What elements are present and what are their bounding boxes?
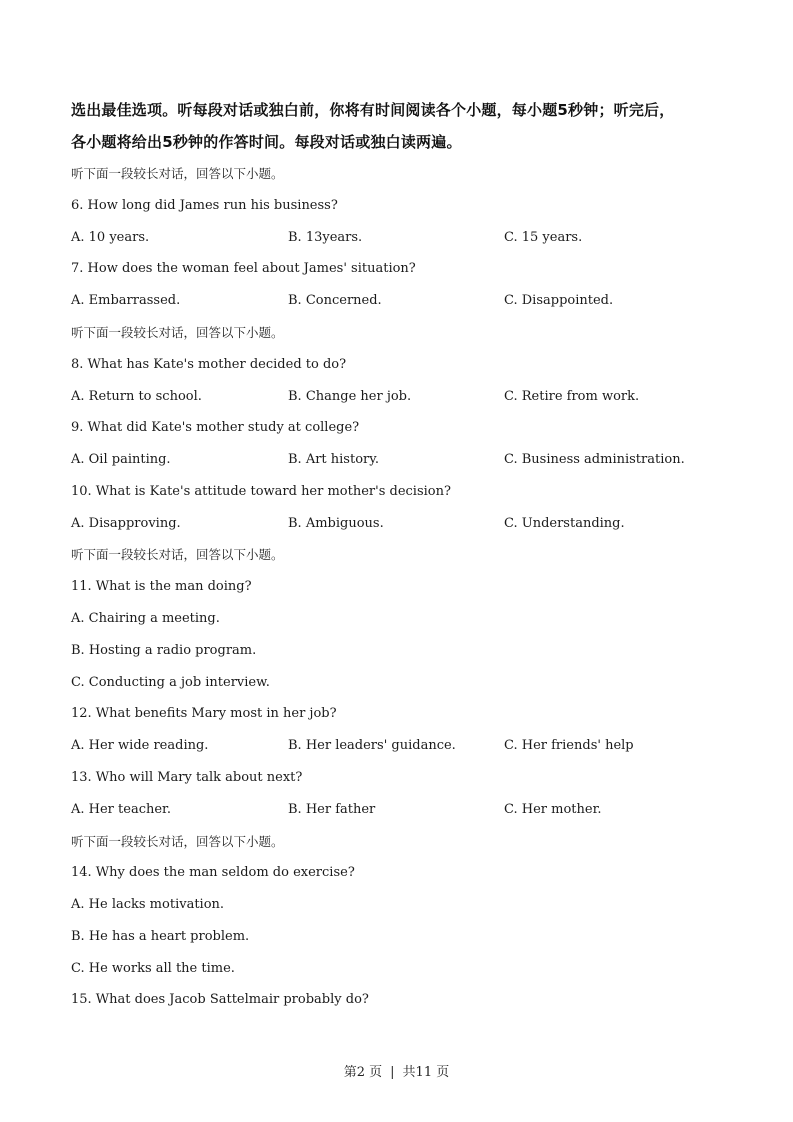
question-9-stem: 9. What did Kate's mother study at college? [71, 420, 360, 435]
footer-separator: | [390, 1065, 395, 1080]
question-6-option-a: A. 10 years. [71, 230, 150, 245]
question-7-option-b: B. Concerned. [288, 293, 382, 308]
question-13-option-a: A. Her teacher. [71, 802, 171, 817]
section-heading: 听下面一段较长对话，回答以下小题。 [71, 547, 284, 562]
question-12-option-c: C. Her friends' help [504, 738, 634, 753]
question-11-option-b: B. Hosting a radio program. [71, 643, 257, 658]
page-number-current: 第2 页 [343, 1065, 383, 1080]
question-13-option-b: B. Her father [288, 802, 376, 817]
question-9-option-c: C. Business administration. [504, 452, 685, 467]
question-6-option-c: C. 15 years. [504, 230, 583, 245]
instructions-line-1: 选出最佳选项。听每段对话或独白前，你将有时间阅读各个小题，每小题5秒钟；听完后， [71, 101, 675, 119]
question-12-option-a: A. Her wide reading. [71, 738, 209, 753]
question-14-stem: 14. Why does the man seldom do exercise? [71, 865, 355, 880]
question-7-option-a: A. Embarrassed. [71, 293, 181, 308]
question-11-stem: 11. What is the man doing? [71, 579, 252, 594]
page-number-total: 共11 页 [402, 1065, 450, 1080]
section-heading: 听下面一段较长对话，回答以下小题。 [71, 325, 284, 340]
page-footer [0, 1064, 793, 1082]
instructions [71, 94, 731, 158]
question-6-option-b: B. 13years. [288, 230, 363, 245]
question-13-option-c: C. Her mother. [504, 802, 602, 817]
question-9-option-a: A. Oil painting. [71, 452, 171, 467]
instructions-line-2: 各小题将给出5秒钟的作答时间。每段对话或独白读两遍。 [71, 133, 462, 151]
section-heading: 听下面一段较长对话，回答以下小题。 [71, 834, 284, 849]
question-10-option-a: A. Disapproving. [71, 516, 181, 531]
question-7-stem: 7. How does the woman feel about James' situation? [71, 261, 416, 276]
section-heading: 听下面一段较长对话，回答以下小题。 [71, 166, 284, 181]
question-10-option-c: C. Understanding. [504, 516, 625, 531]
question-8-option-a: A. Return to school. [71, 389, 202, 404]
question-14-option-c: C. He works all the time. [71, 961, 235, 976]
question-8-option-b: B. Change her job. [288, 389, 412, 404]
question-7-option-c: C. Disappointed. [504, 293, 614, 308]
question-12-stem: 12. What benefits Mary most in her job? [71, 706, 337, 721]
question-12-option-b: B. Her leaders' guidance. [288, 738, 456, 753]
question-8-option-c: C. Retire from work. [504, 389, 640, 404]
question-10-stem: 10. What is Kate's attitude toward her mother's decision? [71, 484, 451, 499]
question-14-option-b: B. He has a heart problem. [71, 929, 250, 944]
question-9-option-b: B. Art history. [288, 452, 379, 467]
question-6-stem: 6. How long did James run his business? [71, 198, 338, 213]
question-14-option-a: A. He lacks motivation. [71, 897, 225, 912]
question-11-option-c: C. Conducting a job interview. [71, 675, 270, 690]
question-13-stem: 13. Who will Mary talk about next? [71, 770, 303, 785]
question-15-stem: 15. What does Jacob Sattelmair probably do? [71, 992, 369, 1007]
question-8-stem: 8. What has Kate's mother decided to do? [71, 357, 347, 372]
question-10-option-b: B. Ambiguous. [288, 516, 384, 531]
question-11-option-a: A. Chairing a meeting. [71, 611, 220, 626]
